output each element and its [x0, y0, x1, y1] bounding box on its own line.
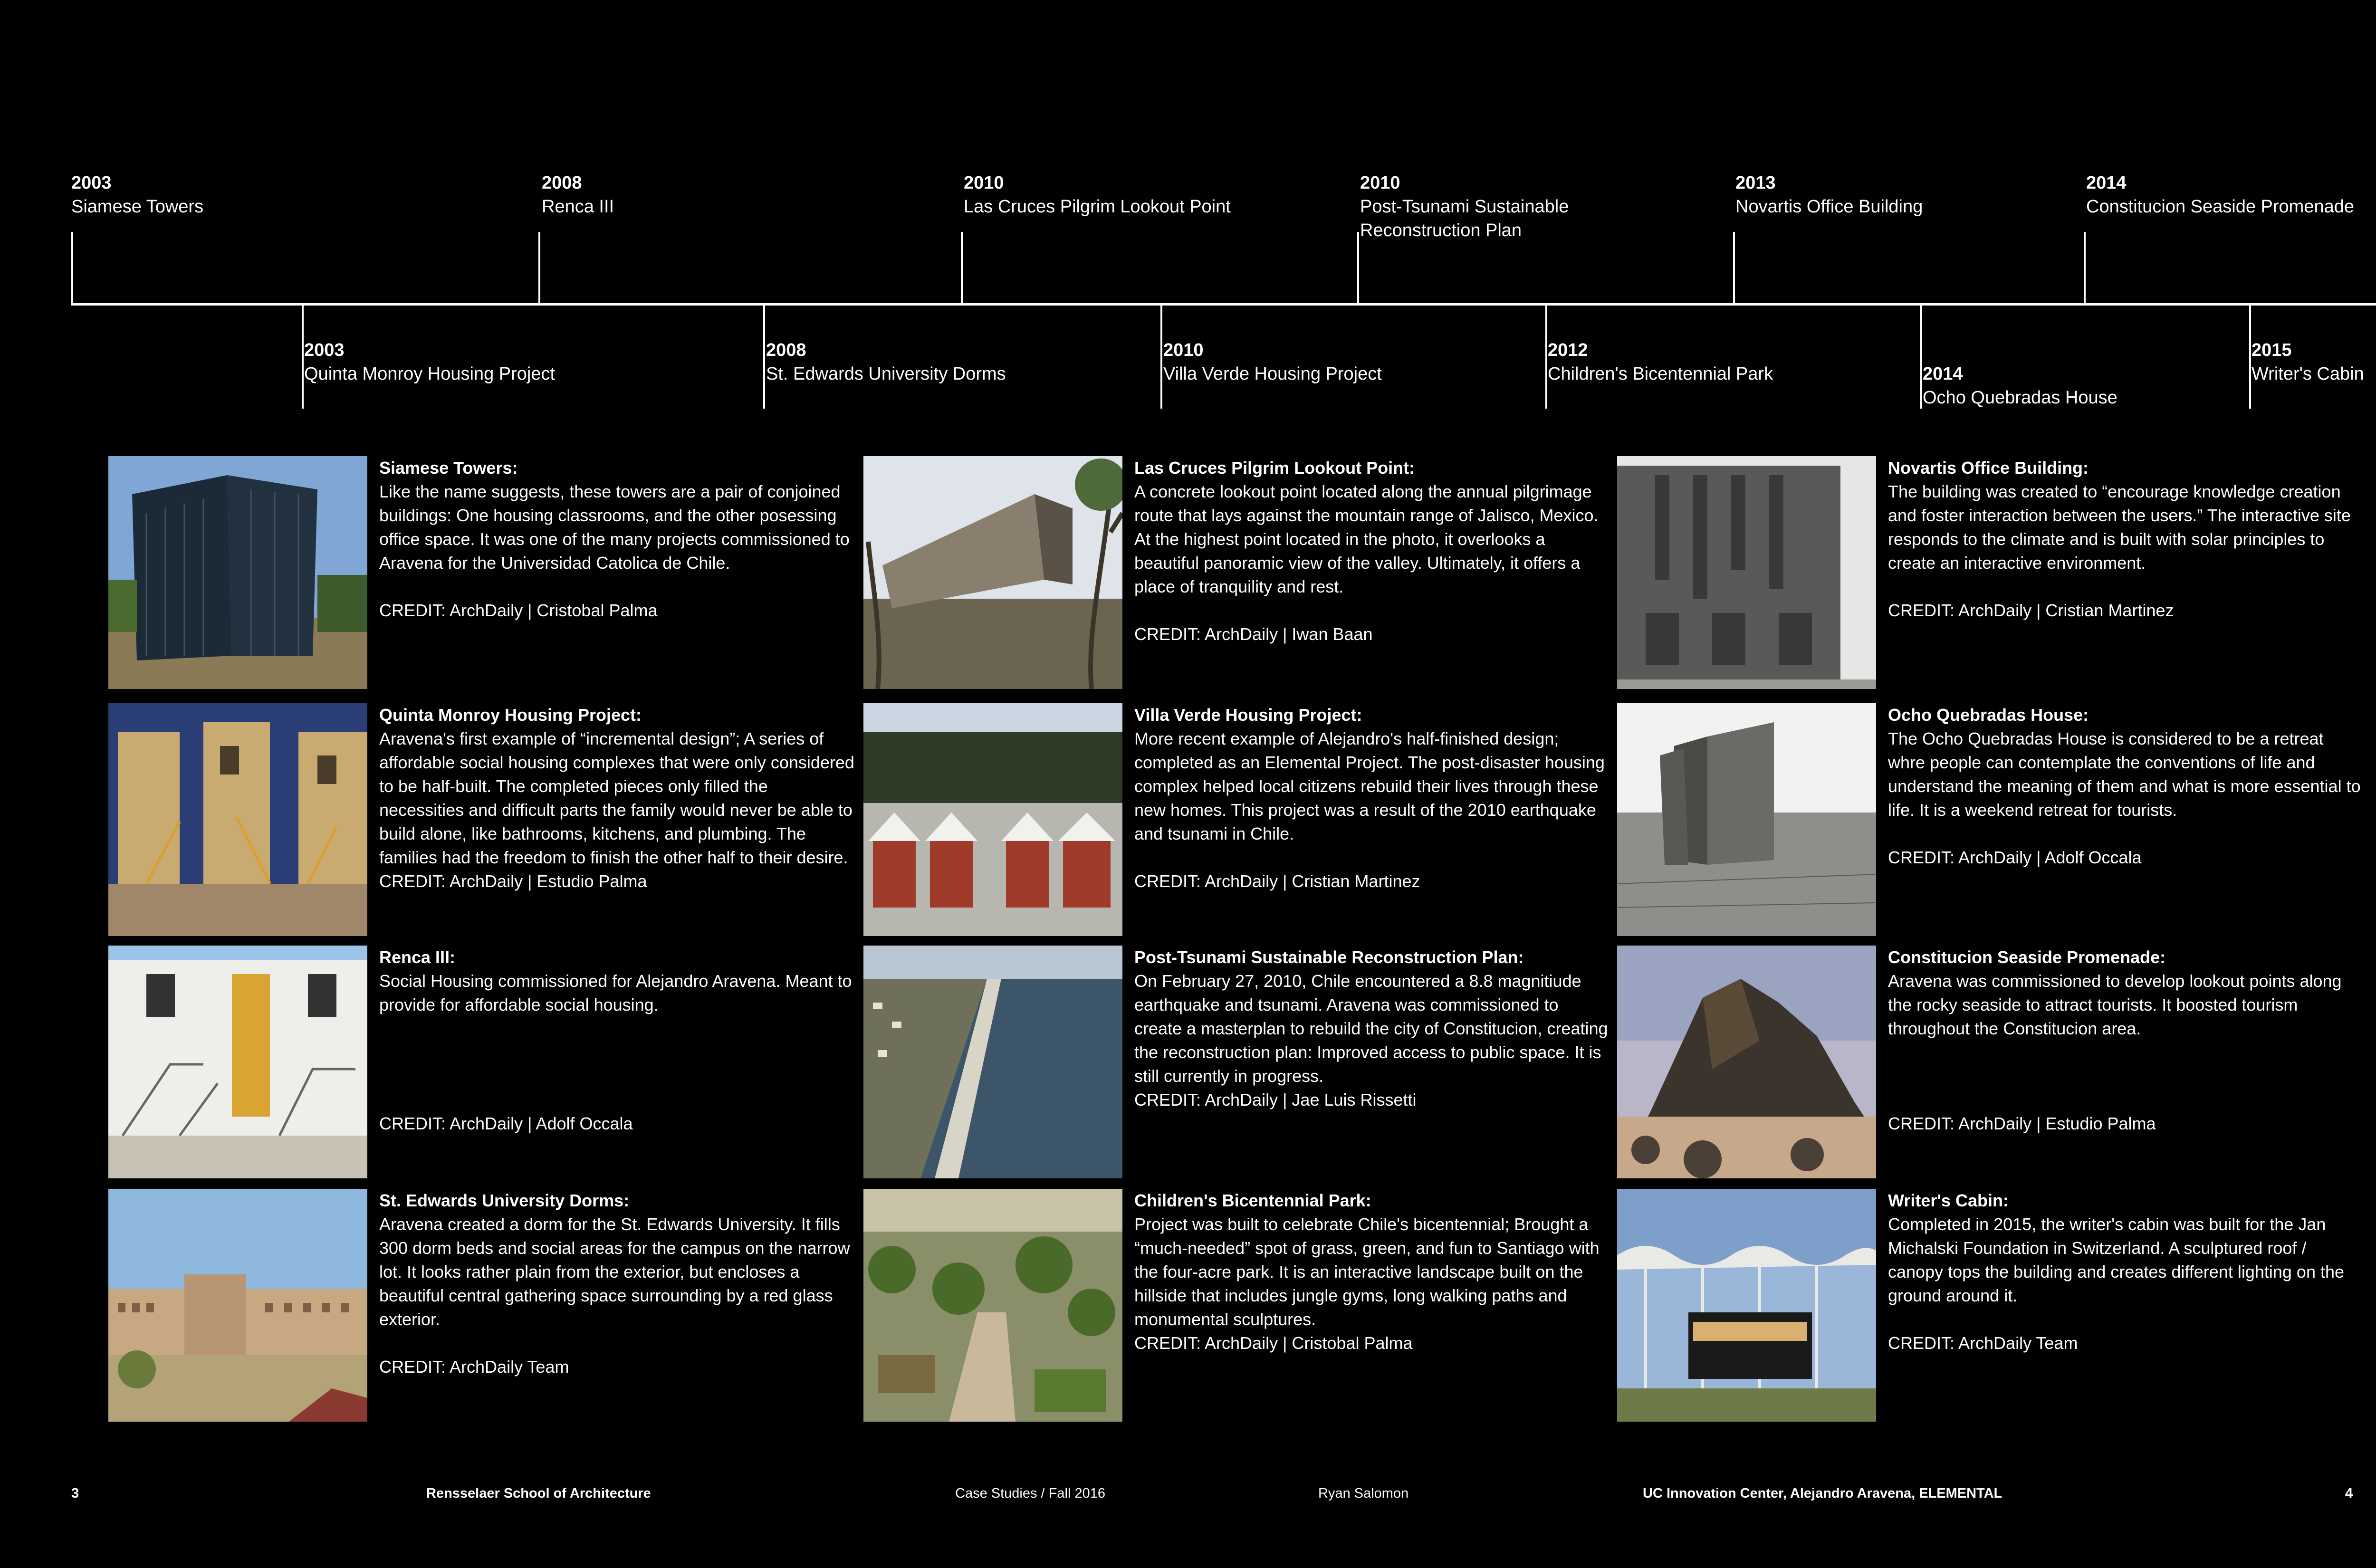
- project-text: [1134, 456, 1610, 689]
- project-card: [108, 703, 854, 936]
- timeline-year: 2008: [766, 340, 806, 360]
- project-description: The Ocho Quebradas House is considered to be a retreat whre people can contemplate the conventions of life and understand the meaning of them and what is more essential to life. It is a weekend retreat for tourists.: [1888, 729, 2361, 820]
- project-description: Aravena was commissioned to develop lookout points along the rocky seaside to attract tourists. It boosted tourism throughout the Constitucion area.: [1888, 971, 2342, 1038]
- timeline-project: Writer's Cabin: [2251, 364, 2364, 384]
- project-title: Ocho Quebradas House:: [1888, 705, 2089, 725]
- timeline-entry: [1923, 362, 2117, 410]
- project-description: Completed in 2015, the writer's cabin was built for the Jan Michalski Foundation in Switzerland. A sculptured roof / canopy tops the building and creates different lighting on the ground around it.: [1888, 1214, 2345, 1305]
- project-credit: CREDIT: ArchDaily | Adolf Occala: [379, 1114, 633, 1133]
- villa-verde-photo: [863, 703, 1122, 936]
- project-credit: CREDIT: ArchDaily | Jae Luis Rissetti: [1134, 1090, 1417, 1109]
- timeline-tick: [1545, 304, 1547, 409]
- page-number-right: 4: [2345, 1486, 2353, 1501]
- project-title: Children's Bicentennial Park:: [1134, 1191, 1371, 1210]
- timeline-tick: [71, 232, 73, 304]
- footer-course: Case Studies / Fall 2016: [955, 1486, 1105, 1501]
- page-number-left: 3: [71, 1486, 79, 1501]
- project-text: [1134, 1189, 1610, 1422]
- project-credit: CREDIT: ArchDaily | Cristobal Palma: [379, 601, 658, 620]
- project-description: Project was built to celebrate Chile's bicentennial; Brought a “much-needed” spot of grass, green, and fun to Santiago with the four-acre park. It is an interactive landscape built on the hillside that includes jungle gyms, long walking paths and monumental sculptures.: [1134, 1214, 1600, 1329]
- project-card: [1617, 703, 2361, 936]
- project-credit: CREDIT: ArchDaily Team: [379, 1357, 569, 1377]
- project-description: Social Housing commissioned for Alejandro Aravena. Meant to provide for affordable social housing.: [379, 971, 852, 1014]
- writers-cabin-photo: [1617, 1189, 1876, 1422]
- project-credit: CREDIT: ArchDaily | Cristian Martinez: [1134, 871, 1420, 891]
- renca-photo: [108, 946, 367, 1178]
- project-card: [108, 456, 850, 689]
- timeline-year: 2003: [71, 173, 112, 193]
- footer-author: Ryan Salomon: [1318, 1486, 1409, 1501]
- project-title: St. Edwards University Dorms:: [379, 1191, 630, 1210]
- timeline-entry: [1163, 338, 1382, 386]
- timeline-entry: [1548, 338, 1773, 386]
- timeline-project: Post-Tsunami Sustainable: [1360, 197, 1569, 217]
- timeline-year: 2014: [1923, 364, 1963, 384]
- project-text: [1888, 1189, 2363, 1422]
- project-title: Constitucion Seaside Promenade:: [1888, 947, 2166, 967]
- novartis-photo: [1617, 456, 1876, 689]
- timeline-project: Siamese Towers: [71, 197, 204, 217]
- timeline-project: Novartis Office Building: [1735, 197, 1923, 217]
- timeline-entry: [2251, 338, 2364, 386]
- timeline-project: St. Edwards University Dorms: [766, 364, 1006, 384]
- project-title: Post-Tsunami Sustainable Reconstruction Plan:: [1134, 947, 1524, 967]
- ocho-quebradas-photo: [1617, 703, 1876, 936]
- timeline-project: Constitucion Seaside Promenade: [2086, 197, 2355, 217]
- project-card: [863, 946, 1608, 1178]
- siamese-towers-photo: [108, 456, 367, 689]
- project-card: [1617, 1189, 2358, 1422]
- timeline-year: 2012: [1548, 340, 1588, 360]
- timeline-tick: [302, 304, 304, 409]
- timeline-entry: [2086, 171, 2354, 219]
- timeline-tick: [538, 232, 540, 304]
- timeline-tick: [1160, 304, 1162, 409]
- timeline-project: Las Cruces Pilgrim Lookout Point: [964, 197, 1231, 217]
- timeline-entry: [964, 171, 1231, 219]
- project-text: [379, 456, 854, 689]
- project-text: [379, 703, 854, 936]
- project-description: A concrete lookout point located along the annual pilgrimage route that lays against the mountain range of Jalisco, Mexico. At the highest point located in the photo, it overlooks a beautiful panoramic view of the valley. Ultimately, it offers a place of tranquility and rest.: [1134, 482, 1599, 596]
- timeline-project: Ocho Quebradas House: [1923, 388, 2117, 408]
- project-description: Aravena's first example of “incremental design”; A series of affordable social housing complexes that were only considered to be half-built. The completed pieces only filled the necessities and difficult parts the family would never be able to build alone, like bathrooms, kitchens, and plumbing. The families had the freedom to finish the other half to their desire.: [379, 729, 854, 867]
- timeline-entry: [766, 338, 1006, 386]
- timeline-tick: [1357, 232, 1359, 304]
- project-credit: CREDIT: ArchDaily | Iwan Baan: [1134, 624, 1373, 644]
- timeline-entry: [304, 338, 555, 386]
- timeline-entry: [1735, 171, 1923, 219]
- project-title: Renca III:: [379, 947, 456, 967]
- timeline-axis: [71, 303, 2376, 306]
- footer-school: Rensselaer School of Architecture: [426, 1486, 651, 1501]
- project-title: Quinta Monroy Housing Project:: [379, 705, 642, 725]
- timeline-year: 2015: [2251, 340, 2292, 360]
- timeline-year: 2010: [1360, 173, 1400, 193]
- project-text: [379, 1189, 854, 1422]
- project-card: [1617, 456, 2358, 689]
- project-description: More recent example of Alejandro's half-finished design; completed as an Elemental Project. The post-disaster housing complex helped local citizens rebuild their lives through these new homes. This project was a result of the 2010 earthquake and tsunami in Chile.: [1134, 729, 1605, 843]
- project-card: [108, 1189, 850, 1422]
- project-description: The building was created to “encourage knowledge creation and foster interaction between the users.” The interactive site responds to the climate and is built with solar principles to create an interactive environment.: [1888, 482, 2351, 573]
- project-card: [1617, 946, 2358, 1178]
- timeline: [0, 0, 2376, 428]
- project-card: [863, 703, 1605, 936]
- project-credit: CREDIT: ArchDaily | Cristian Martinez: [1888, 601, 2174, 620]
- project-title: Siamese Towers:: [379, 458, 518, 478]
- project-title: Novartis Office Building:: [1888, 458, 2089, 478]
- project-credit: CREDIT: ArchDaily | Adolf Occala: [1888, 848, 2142, 867]
- timeline-tick: [1733, 232, 1735, 304]
- project-title: Villa Verde Housing Project:: [1134, 705, 1362, 725]
- project-text: [379, 946, 854, 1178]
- project-text: [1134, 703, 1610, 936]
- timeline-tick: [2249, 304, 2251, 409]
- timeline-year: 2010: [1163, 340, 1204, 360]
- constitucion-photo: [1617, 946, 1876, 1178]
- timeline-project: Children's Bicentennial Park: [1548, 364, 1773, 384]
- timeline-tick: [2084, 232, 2086, 304]
- footer-subject: UC Innovation Center, Alejandro Aravena, ELEMENTAL: [1643, 1486, 2002, 1501]
- timeline-year: 2013: [1735, 173, 1776, 193]
- timeline-year: 2008: [542, 173, 582, 193]
- project-text: [1888, 703, 2363, 936]
- project-description: Aravena created a dorm for the St. Edwards University. It fills 300 dorm beds and social areas for the campus on the narrow lot. It looks rather plain from the exterior, but encloses a beautiful central gathering space surrounding by a red glass exterior.: [379, 1214, 850, 1329]
- timeline-tick: [763, 304, 765, 409]
- bicentennial-park-photo: [863, 1189, 1122, 1422]
- timeline-project: Villa Verde Housing Project: [1163, 364, 1382, 384]
- post-tsunami-photo: [863, 946, 1122, 1178]
- timeline-project-line2: Reconstruction Plan: [1360, 220, 1522, 240]
- timeline-year: 2003: [304, 340, 345, 360]
- project-title: Writer's Cabin:: [1888, 1191, 2009, 1210]
- quinta-monroy-photo: [108, 703, 367, 936]
- timeline-year: 2014: [2086, 173, 2127, 193]
- timeline-tick: [961, 232, 963, 304]
- project-credit: CREDIT: ArchDaily | Estudio Palma: [379, 871, 647, 891]
- project-text: [1888, 456, 2363, 689]
- project-description: On February 27, 2010, Chile encountered a 8.8 magnitiude earthquake and tsunami. Aravena was commissioned to create a masterplan to rebuild the city of Constitucion, creating the reconstruction plan: Improved access to public space. It is still currently in progress.: [1134, 971, 1608, 1086]
- timeline-project: Renca III: [542, 197, 614, 217]
- project-credit: CREDIT: ArchDaily | Cristobal Palma: [1134, 1333, 1413, 1353]
- timeline-year: 2010: [964, 173, 1004, 193]
- project-credit: CREDIT: ArchDaily | Estudio Palma: [1888, 1114, 2156, 1133]
- timeline-entry: [542, 171, 614, 219]
- project-text: [1134, 946, 1610, 1178]
- timeline-entry: [71, 171, 203, 219]
- project-credit: CREDIT: ArchDaily Team: [1888, 1333, 2078, 1353]
- timeline-tick: [1920, 304, 1922, 409]
- st-edwards-photo: [108, 1189, 367, 1422]
- project-card: [108, 946, 850, 1178]
- las-cruces-photo: [863, 456, 1122, 689]
- project-description: Like the name suggests, these towers are a pair of conjoined buildings: One housing classrooms, and the other posessing office space. It was one of the many projects commissioned to Aravena for the Universidad Catolica de Chile.: [379, 482, 850, 573]
- timeline-project: Quinta Monroy Housing Project: [304, 364, 556, 384]
- project-card: [863, 1189, 1605, 1422]
- timeline-entry: [1360, 171, 1569, 242]
- project-title: Las Cruces Pilgrim Lookout Point:: [1134, 458, 1415, 478]
- project-text: [1888, 946, 2363, 1178]
- project-card: [863, 456, 1605, 689]
